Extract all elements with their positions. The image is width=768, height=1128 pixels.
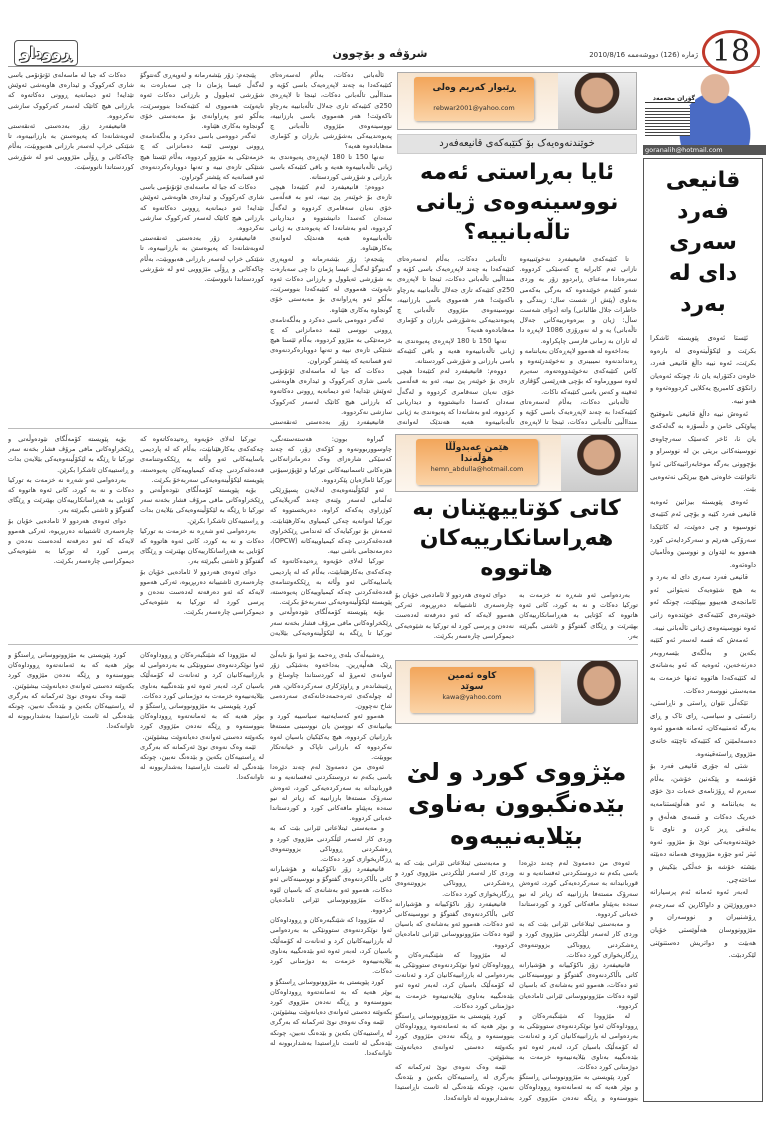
paragraph: دوای ئەوەی هەردوو لا ئامادەیی خۆیان بۆ چارەسەری ئاشتییانە دەربڕیوە، ئەرکی هەموو لایەکە کە ئەو دەرفەتە لەدەست نەدەن و پرسی کورد لە تورکیا بە شێوەیەکی دیموکراسی چارەسەر بکرێت. <box>395 591 514 640</box>
author-email[interactable]: rebwar2001@yahoo.com <box>433 104 515 112</box>
paragraph: ئێستا ئەوەی پێویستە ئاشکرا بکرێت و لێکۆڵینەوەی لە بارەوە بکرێت، ئەوە نییە داڵغ قانیعی فەرد، خاوەن دکتۆرایە یان نا، چونکە ئەوەیان زانکۆی کامبریج یەکلایی کردووەتەوە و هەو نییە. <box>650 334 756 405</box>
paragraph: بۆیە پێویستە کۆمەڵگای نێودەوڵەتی و ڕێکخراوەکانی مافی مرۆڤ فشار بخەنە سەر تورکیا تا ڕێگە بە لێکۆڵینەوەیەکی بێلایەن <box>270 608 392 637</box>
article2-column <box>140 434 264 639</box>
article3-headline: مێژووی کورد و لێ بێدەنگبوون بەناوی بێلایەنییەوە <box>406 758 627 850</box>
paragraph: بۆیە پێویستە کۆمەڵگای نێودەوڵەتی و ڕێکخراوەکانی مافی مرۆڤ فشار بخەنە سەر تورکیا تا ڕێگە بە لێکۆڵینەوەیەکی بێلایەن بدات و ڕاستییەکان ئاشکرا بکرێن. <box>8 435 134 474</box>
paragraph: تەنها 150 تا 180 لاپەڕەی پەیوەندی بە ژیانی تاڵەبانییەوە هەیە و باقی کتێبەکە باسی بارزانی و شۆڕشی کوردستانە. <box>270 152 392 182</box>
paragraph: ئێمە وەک نەوەی نوێ ئەرکمانە کە بەرگری لە ڕاستییەکان بکەین و بێدەنگ نەبین، چونکە بێدەنگی لە ئاست ناڕاستیدا بەشداربوونە لە تاوانەکەدا. <box>8 691 134 731</box>
paragraph: دەکات کە جیا لە ماسەلەی ئۆتۆنۆمی باسی شاری کەرکووک و ئیدارەی هاوبەشی ئەوێش تێدایە! ئەو دیمانەیە ڕوونی دەکاتەوە کە بارزانی هیچ کاتێک لەسەر کەرکووک سازشی نەکردووە. <box>8 71 134 120</box>
paragraph: ئەوەی من دەمەوێ لەم چەند دێڕەدا باسی بکەم نە دروستکردنی ئەفسانەیە و نە قوربانیدانە بە سەرکردەیەکی کورد، ئەوەش سەرۆک مستەفا بارزانییە کە زیاتر لە نیو سەدە بەپێناو مافەکانی کورد و کوردستاندا خەباتی کردووە. <box>270 763 392 823</box>
paragraph: پێنجەم: زۆر بێشەرمانە و لەوپەڕی گەنتوگۆ لەگەڵ عیسا پژمان دا چی سەبارەت بە شۆڕشی ئەیلوول و بارزانی دەکات ئەوە نایەوێت هەمووی لە کتێبەکەدا بنووسرێت، بەڵکو ئەو پەڕاوانەی بۆ مەبەستی خۆی گونجاوە بەکاری هێناوە. <box>140 71 264 131</box>
paragraph: تا کتێبەکەی قانیعیفەرد نەخوێنییەوە نازانی ئەم کابرایە چ کەسێکی کردووە. سەرەتادا مەعنای ڕابردوو زۆر بە وردی شەو کتێبەم خوێندەوە کە بەرگی بەکەمی بەناوی (پێش از شست سال: زیندگی و خاطرات جلال طالبانی) واتە (دوای شەست ساڵ: ژیان و بیرەوەرییەکانی جەلال تاڵەبانی) یە و لە نەورۆزی 1086 لاپەڕە دا لە تاران بە زمانی فارسی چاپکراوە. <box>519 255 637 345</box>
paragraph: ئێمە وەک نەوەی نوێ ئەرکمانە کە بەرگری لە ڕاستییەکان بکەین و بێدەنگ نەبین، چونکە بێدەنگی لە ئاست ناڕاستیدا بەشداربوونە لە تاوانەکەدا. <box>395 1063 514 1102</box>
paragraph: دەکات کە جیا لە ماسەلەی ئۆتۆنۆمی باسی شاری کەرکووک و ئیدارەی هاوبەشی ئەوێش تێدایە! ئەو دیمانەیە ڕوونی دەکاتەوە کە بارزانی هیچ کاتێک لەسەر کەرکووک سازشی نەکردووە. <box>140 183 264 233</box>
paragraph: لە مێژوودا کە شێنگبەرەکان و ڕووداوەکان ئەوا نوێکردنەوەی ستوونێکی بە بەردەوامی لە بارزانییەکانیان کرد و ئەنانەت لە کۆمەڵێک باسیان کرد، لەبەر ئەوە ئەو بێدەنگییە بەناوی بێلایەنییەوە خزمەت بە دوژمنانی کورد دەکات. <box>270 916 392 976</box>
author-photo <box>561 661 637 723</box>
paragraph: بەداخەوە لە هەموو لاپەڕەکان بەیاننامە و ڕەنداندنەوە نمیبینری و نەخوێندرێنەوە و کاس کتێبەکەی نەخوێندووەتەوە، سەیرم لەوە سووڕماوە کە بۆچی هەڕێسی گۆڤاری ئەقینە و کەس باسی کتێبەکە ناکات. <box>519 346 637 396</box>
author-name: هێمن عەبدوڵڵا <box>445 443 509 453</box>
article3-column <box>140 650 264 1102</box>
paragraph: و مەبەستی ئیتلاعاتی ئێرانی بێت کە بە وردی کار لەسەر لێڵکردنی مێژووی کورد و ڕەشکردنی ڕووناکی بزووتنەوەی ڕزگاریخوازی کورد دەکات. <box>395 859 514 898</box>
paragraph: تەنها 150 تا 180 لاپەڕەی پەیوەندی بە ژیانی تاڵەبانییەوە هەیە و باقی کتێبەکە باسی بارزانی و شۆڕشی کوردستانە. <box>397 336 515 366</box>
paragraph: گیراوە بوون: ھەستەستەنگی، چاوسووربوونەوە و کۆکەی زۆر، کە چەند کەسێکی شارەزای وەک دەرمانزانەکانی هێزەکانی ئاسمانییەکانی تورکیا و ئۆپۆزسیۆنی تورکیا ئاماژەیان پێکردووە. <box>270 435 392 484</box>
article1-author-box <box>397 72 637 130</box>
paragraph: لە مێژوودا کە شێنگبەرەکان و ڕووداوەکان ئەوا نوێکردنەوەی ستوونێکی بە بەردەوامی لە بارزانییەکانیان کرد و ئەنانەت لە کۆمەڵێک باسیان کرد، لەبەر ئەوە ئەو بێدەنگییە بەناوی بێلایەنییەوە خزمەت بە دوژمنانی کورد دەکات. <box>395 950 514 1010</box>
paragraph: ئاڵەبانی دەکات، بەڵام لەسەرەتای کتێبەکەدا بە چەند لاپەڕەیەک باسی کۆیە و مندااڵیی تاڵەبانی دەکات، ئینجا تا لاپەڕەی <box>519 397 637 426</box>
paragraph: ئەوەش نییە داڵغ قانیعی ناموفتیخ پیاوێکی خامن و دڵسۆزە بە گەلەکەی یان نا، ئاخر کەسێک سەرچاوەی نووسینەکانی بریتی بن لە نووسراو و بۆچوونی بەرگە موخابەراتییەکانی ئەوا ناتوانێت خاوەنی هیچ بیرێکی نەتەوەیی بێت. <box>650 409 756 494</box>
article3-column <box>519 858 638 1102</box>
header-divider <box>8 66 760 67</box>
author-email[interactable]: kawa@yahoo.com <box>442 693 502 701</box>
newspaper-logo[interactable]: ڕووداو <box>14 40 78 66</box>
paragraph: ڕەشبەڵەک بلەی ڕەحمە بۆ ئەوا بۆ نابەڵێ ڕێک هەڵپەڕین. بەداخەوە بەشێکی زۆر لەوانەی ئەمڕۆ لە کوردستاندا چاوساغ و ڕێنیشاندەر و ڕاوێژکاری سەرکردەکانن، هەر لە چولەکەی ئەرەحمەدخانەکەی سەردەمی شاخ نەچوون. <box>270 651 392 711</box>
article3-main <box>395 756 638 1102</box>
paragraph: پێنجەم: زۆر بێشەرمانە و لەوپەڕی گەنتوگۆ لەگەڵ عیسا پژمان دا چی سەبارەت بە شۆڕشی ئەیلوول و بارزانی دەکات ئەوە نایەوێت هەمووی لە کتێبەکەدا بنووسرێت، بەڵکو ئەو پەڕاوانەی بۆ مەبەستی خۆی گونجاوە بەکاری هێناوە. <box>270 254 392 314</box>
article3-column <box>395 858 514 1102</box>
article1-column <box>140 70 264 426</box>
paragraph: بەردەوامی ئەو شەڕە نە خزمەت بە تورکیا دەکات و نە بە کورد، کاتی ئەوە هاتووە کە کۆتایی بە هەڕاسانکارییەکان بهێنرێت و ڕێگای گفتوگۆ و ئاشتی بگیرێتە بەر. <box>8 475 134 515</box>
paragraph: بۆیە پێویستە کۆمەڵگای نێودەوڵەتی و ڕێکخراوەکانی مافی مرۆڤ فشار بخەنە سەر تورکیا تا ڕێگە بە لێکۆڵینەوەیەکی بێلایەن بدات و ڕاستییەکان ئاشکرا بکرێن. <box>140 486 264 525</box>
paragraph: بەردەوامی ئەو شەڕە نە خزمەت بە تورکیا دەکات و نە بە کورد، کاتی ئەوە هاتووە کە کۆتایی بە هەڕاسانکارییەکان بهێنرێت و ڕێگای گفتوگۆ و ئاشتی بگیرێتە بەر. <box>519 591 638 640</box>
paragraph: تورکیا لەلای خۆیەوە ڕەتیدەکاتەوە کە چەکەکەی بەکارهێنابێت، بەڵام کە لە پاردیمی یاساییەکانی ئەو وڵاتە بە ڕێککەوتننامەی قەدەغەکردنی چەکە کیمیاوییەکان پەیوەستە، پێویستە لێکۆڵینەوەیەکی سەربەخۆ بکرێت. <box>140 435 264 484</box>
paragraph: ئاڵەبانی دەکات، بەڵام لەسەرەتای کتێبەکەدا بە چەند لاپەڕەیەک باسی کۆیە و مندااڵیی تاڵەبانی دەکات، ئینجا تا لاپەڕەی 250ی کتێبەکە تاری جەلال تاڵەبانییە بەرچاو ناکەوێت! هەر هەمووی باسی بارزانییە، نووسینەوەی مێژووی تاڵەبانی چ پەیوەندییەکی بەشۆڕشی بارزان و کۆماری مەهابادەوە هەیە؟ <box>270 71 392 151</box>
article1-column <box>520 254 638 426</box>
paragraph: لەبەر ئەوە ئەمانە ئەم پرسیارانە دەورووژێنن و داواکارین کە سەرجەم ڕۆشنبیران و نووسەران و مێژوونووسان هەڵوێستی خۆیان هەبێت و دواتریش دەستنوێنی لێکردبێت. <box>650 888 756 960</box>
paragraph: هەموو ئەو کەسایەتییە سیاسییە کورد و بیانییانەی کە نووسن یان نووسینی مستەفا بارزانیان کردووە، هیچ یەکێکیان باسیان لەوە نەکردووە کە بارزانی ناپاک و خیانەتکار بووبێت. <box>270 712 392 762</box>
paragraph: ئەو لێکۆڵینەوەیەی لەلایەن پسپۆڕێکی ئەڵمانی لەسەر وێنەی چەند گەریلایەکی کوژراوی پەکەکە کراوە، دەریخستووە کە تورکیا لەوانەیە چەکی کیمیاوی بەکارهێنابێت. ئەمەش بۆ تورکیایەک کە ئەندامی ڕێکخراوی قەدەغەکردنی چەکە کیمیاوییەکانە (OPCW)، دەرمەنجامی باشی نییە. <box>270 486 392 556</box>
article2-author-box <box>395 434 638 492</box>
paragraph: لە مێژوودا کە شێنگبەرەکان و ڕووداوەکان ئەوا نوێکردنەوەی ستوونێکی بە بەردەوامی لە بارزانییەکانیان کرد و ئەنانەت لە کۆمەڵێک باسیان کرد، لەبەر ئەوە ئەو بێدەنگییە بەناوی بێلایەنییەوە خزمەت بە دوژمنانی کورد دەکات. <box>140 651 264 700</box>
divider <box>8 644 638 645</box>
divider <box>8 428 638 429</box>
article1-main <box>397 158 637 426</box>
author-name: کاوە ئەمین <box>447 671 497 681</box>
columnist-email: goranalih@hotmail.com <box>643 145 766 155</box>
columnist-headline: قانیعی فەرد سەری دای لە بەرد <box>665 168 741 317</box>
paragraph: کورد پێویستی بە مێژوونووسانی ڕاستگۆ و بوێر هەیە کە بە ئەمانەتەوە ڕووداوەکان بنووسنەوە و ڕێگە نەدەن مێژووی کورد <box>519 1073 638 1102</box>
section-title: شرۆڤە و بۆچوون <box>332 47 428 60</box>
paragraph: دووەم: قانیعیفەرد لەم کتێبەدا هیچی تازەی بۆ خوێنەر پێ نییە، ئەو بە قەڵەمی خۆی نەیان سەقامری کردووە و لەگەڵ سەدان کەسدا دانیشتووە و دیداریانی کردووە، لەو بەشانەدا کە پەیوەندی بە ژیانی تاڵەبانییەوە هەیە هەندێک لەوانەی بەکارهێناوە. <box>270 183 392 253</box>
author-photo <box>561 435 637 491</box>
paragraph: شتی لە جۆری قانیعی فەرد بۆ قۆشمە و پێکەنین خۆشن، بەڵام سەیرم لە ڕۆژنامەی خەبات دێ خۆی بە بەیاننامە و ئەو هەڵوێستنامەیە خەریک دەکات و قسەی هەڵەق و بەلەقی ڕیز کردن و ناوی نا خوێندنەوەیەکی نوێ بۆ مێژوو، ئەوە ئیتر ئەو جۆرە مێژووەی هەمانە دەبێتە بێشتە خۆشە بۆ خەڵکی بێکیش و ساختەچی. <box>650 762 756 884</box>
paragraph: ئێمە وەک نەوەی نوێ ئەرکمانە کە بەرگری لە ڕاستییەکان بکەین و بێدەنگ نەبین، چونکە بێدەنگی لە ئاست ناڕاستیدا بەشداربوونە لە تاوانەکەدا. <box>140 742 264 782</box>
paragraph: کورد پێویستی بە مێژوونووسانی ڕاستگۆ و بوێر هەیە کە بە ئەمانەتەوە ڕووداوەکان بنووسنەوە و ڕێگە نەدەن مێژووی کورد بکەوێتە دەستی ئەوانەی دەیانەوێت بیشێوێنن. <box>8 651 134 690</box>
columnist-name: گۆران محەمەد <box>645 95 695 103</box>
paragraph: ئەوەی پێویستە بیزانین ئەوەیە قانیعی فەرد کێیە و بۆچی ئەم کتێبەی نووسیوە و چی دەوێت، لە کاتێکدا سەرۆکی هەرێم و سەرکردایەتی کورد هەموو بە لێدوان و نووسین وەڵامیان داوەتەوە. <box>650 497 756 569</box>
article3-columns <box>395 858 638 1102</box>
issue-info: ژمارە (126) دووشەممە 2010/8/16 <box>589 51 698 59</box>
article1-column <box>8 70 134 426</box>
columnist-box <box>643 158 763 1102</box>
paragraph: کورد پێویستی بە مێژوونووسانی ڕاستگۆ و بوێر هەیە کە بە ئەمانەتەوە ڕووداوەکان بنووسنەوە و ڕێگە نەدەن مێژووی کورد بکەوێتە دەستی ئەوانەی دەیانەوێت بیشێوێنن. <box>395 1012 514 1061</box>
paragraph: تێکەڵی نێوان ڕاستی و ناڕاستی، زانستی و سیاسی، ڕای تاک و ڕای بەرگە ئەمنییەکان، ئەمانە هەموو ئەوە دەسەلمێنن کە کتێبەکە ناچێتە خانەی مێژووی ڕاستەقینەوە. <box>650 699 756 758</box>
article3-author-box <box>395 660 638 724</box>
paragraph: دەکات کە جیا لە ماسەلەی ئۆتۆنۆمی باسی شاری کەرکووک و ئیدارەی هاوبەشی ئەوێش تێدایە! ئەو دیمانەیە ڕوونی دەکاتەوە کە بارزانی هیچ کاتێک لەسەر کەرکووک سازشی نەکردووە. <box>270 366 392 416</box>
article1-columns <box>397 254 637 426</box>
paragraph: قانیعی فەرد سەری دای لە بەرد و بە هیچ شێوەیەک نەیتوانی ئەو ئامانجەی هەیبوو بیپێکێت، چونکە ئەو خوێنەرەی کتێبەکەی خوێندەوە زانی ئەوە نووسینەوەی ژیانی تاڵەبانی نییە. <box>650 573 756 632</box>
paragraph: ئاڵەبانی دەکات، بەڵام لەسەرەتای کتێبەکەدا بە چەند لاپەڕەیەک باسی کۆیە و مندااڵیی تاڵەبانی دەکات، ئینجا تا لاپەڕەی 250ی کتێبەکە تاری جەلال تاڵەبانییە بەرچاو ناکەوێت! هەر هەمووی باسی بارزانییە، نووسینەوەی مێژووی تاڵەبانی چ پەیوەندییەکی بەشۆڕشی بارزان و کۆماری مەهابادەوە هەیە؟ <box>397 255 515 335</box>
paragraph: لە مێژوودا کە شێنگبەرەکان و ڕووداوەکان ئەوا نوێکردنەوەی ستوونێکی بە بەردەوامی لە بارزانییەکانیان کرد و ئەنانەت لە کۆمەڵێک باسیان کرد، لەبەر ئەوە ئەو بێدەنگییە بەناوی بێلایەنییەوە خزمەت بە دوژمنانی کورد دەکات. <box>519 1012 638 1072</box>
article2-column <box>519 590 638 640</box>
article3-column <box>270 650 392 1102</box>
article2-column <box>395 590 514 640</box>
paragraph: قانیعیفەرد زۆر ناکۆکییانە و هۆشیارانە کاتی باڵاکردنەوەی گفتوگۆ و نووسینەکانی ئەو دەکات، هەموو ئەو بەشانەی کە باسیان لێوە دەکات مێژوونووسانی ئێرانی ئامادەیان کردووە. <box>395 899 514 949</box>
paragraph: قانیعیفەرد زۆر بەدەستی ئەنقەستی لەوبەشانەدا کە پەیوەستن بە بارزانییەوە، تا شێتکی خراپ لەسەر بارزانی هەبووبێت، بەڵام چاکەکانی و ڕۆڵی مێژوویی ئەو لە شۆڕشی کوردستاندا نانووسێت. <box>140 234 264 284</box>
author-location: سوێد <box>460 682 484 692</box>
paragraph: قانیعیفەرد زۆر ناکۆکییانە و هۆشیارانە کاتی باڵاکردنەوەی گفتوگۆ و نووسینەکانی ئەو دەکات، هەموو ئەو بەشانەی کە باسیان لێوە دەکات مێژوونووسانی ئێرانی ئامادەیان کردووە. <box>270 865 392 915</box>
article2-main <box>395 494 638 640</box>
paragraph: بەردەوامی ئەو شەڕە نە خزمەت بە تورکیا دەکات و نە بە کورد، کاتی ئەوە هاتووە کە کۆتایی بە هەڕاسانکارییەکان بهێنرێت و ڕێگای گفتوگۆ و ئاشتی بگیرێتە بەر. <box>140 526 264 566</box>
paragraph: ئەوەی من دەمەوێ لەم چەند دێڕەدا باسی بکەم نە دروستکردنی ئەفسانەیە و نە قوربانیدانە بە سەرکردەیەکی کورد، ئەوەش سەرۆک مستەفا بارزانییە کە زیاتر لە نیو سەدە بەپێناو مافەکانی کورد و کوردستاندا خەباتی کردووە. <box>519 859 638 919</box>
paragraph: تورکیا لەلای خۆیەوە ڕەتیدەکاتەوە کە چەکەکەی بەکارهێنابێت، بەڵام کە لە پاردیمی یاساییەکانی ئەو وڵاتە بە ڕێککەوتننامەی قەدەغەکردنی چەکە کیمیاوییەکان پەیوەستە، پێویستە لێکۆڵینەوەیەکی سەربەخۆ بکرێت. <box>270 557 392 607</box>
article2-columns <box>395 590 638 640</box>
article1-kicker: خوێندنەوەیەک بۆ کتێبەکەی قانیعەفەرد <box>397 134 637 154</box>
name-stripes <box>645 106 690 136</box>
article1-headline: ئایا بەڕاستی ئەمە نووسینەوەی ژیانی تاڵەبانییە؟ <box>415 160 619 245</box>
paragraph: قانیعیفەرد زۆر بەدەستی ئەنقەستی <box>270 417 384 426</box>
article2-column <box>8 434 134 639</box>
author-name: ڕێبوار کەریم وەلی <box>432 83 516 93</box>
paragraph: ئەمەش کە قسە لەسەر ئەو کتێبە بکەین و بەڵگەی بێسەروبەر دەرنەخەین، ئەوەیە کە ئەو بەشانەی لە کتێبەکەدا هاتووە تەنها خزمەت بە مەبەستی نووسەر دەکات. <box>650 636 756 695</box>
paragraph: قانیعیفەرد زۆر بەدەستی ئەنقەستی لەوبەشانەدا کە پەیوەستن بە بارزانییەوە، تا شێتکی خراپ لەسەر بارزانی هەبووبێت، بەڵام چاکەکانی و ڕۆڵی مێژوویی ئەو لە شۆڕشی کوردستاندا نانووسێت. <box>8 122 134 171</box>
paragraph: کورد پێویستی بە مێژوونووسانی ڕاستگۆ و بوێر هەیە کە بە ئەمانەتەوە ڕووداوەکان بنووسنەوە و ڕێگە نەدەن مێژووی کورد بکەوێتە دەستی ئەوانەی دەیانەوێت بیشێوێنن. <box>270 977 392 1017</box>
paragraph: دوای ئەوەی هەردوو لا ئامادەیی خۆیان بۆ چارەسەری ئاشتییانە دەربڕیوە، ئەرکی هەموو لایەکە کە ئەو دەرفەتە لەدەست نەدەن و پرسی کورد لە تورکیا بە شێوەیەکی دیموکراسی چارەسەر بکرێت. <box>140 567 264 617</box>
article1-column <box>397 254 515 426</box>
paragraph: کورد پێویستی بە مێژوونووسانی ڕاستگۆ و بوێر هەیە کە بە ئەمانەتەوە ڕووداوەکان بنووسنەوە و ڕێگە نەدەن مێژووی کورد بکەوێتە دەستی ئەوانەی دەیانەوێت بیشێوێنن. <box>140 702 264 741</box>
paragraph: ئێمە وەک نەوەی نوێ ئەرکمانە کە بەرگری لە ڕاستییەکان بکەین و بێدەنگ نەبین، چونکە بێدەنگی لە ئاست ناڕاستیدا بەشداربوونە لە تاوانەکەدا. <box>270 1018 392 1057</box>
paragraph: دوای ئەوەی هەردوو لا ئامادەیی خۆیان بۆ چارەسەری ئاشتییانە دەربڕیوە، ئەرکی هەموو لایەکە کە ئەو دەرفەتە لەدەست نەدەن و پرسی کورد لە تورکیا بە شێوەیەکی دیموکراسی چارەسەر بکرێت. <box>8 516 134 566</box>
author-photo <box>558 73 636 129</box>
author-location: هۆڵەندا <box>460 454 494 464</box>
article1-column <box>270 70 392 426</box>
columnist-body <box>650 332 756 1093</box>
paragraph: و مەبەستی ئیتلاعاتی ئێرانی بێت کە بە وردی کار لەسەر لێڵکردنی مێژووی کورد و ڕەشکردنی ڕووناکی بزووتنەوەی ڕزگاریخوازی کورد دەکات. <box>270 824 392 864</box>
paragraph: قانیعیفەرد زۆر ناکۆکییانە و هۆشیارانە کاتی باڵاکردنەوەی گفتوگۆ و نووسینەکانی ئەو دەکات، هەموو ئەو بەشانەی کە باسیان لێوە دەکات مێژوونووسانی ئێرانی ئامادەیان کردووە. <box>519 961 638 1010</box>
article2-headline: کاتی کۆتاییهێنان بە هەڕاسانکارییەکان هاتووە <box>412 496 621 581</box>
article2-column <box>270 434 392 639</box>
paragraph: ئەگەر دووەمی باسی دەکرد و بەڵگەنامەی ڕوونی نووسی ئێمە دەمانزانی کە چ خزمەتێکی بە مێژوو کردووە، بەڵام ئێستا هیچ شتێکی تازەی نییە و تەنها دووبارەکردنەوەی ئەو قسانەیە کە پێشتر گوتراون. <box>140 132 264 182</box>
paragraph: ئەگەر دووەمی باسی دەکرد و بەڵگەنامەی ڕوونی نووسی ئێمە دەمانزانی کە چ خزمەتێکی بە مێژوو کردووە، بەڵام ئێستا هیچ شتێکی تازەی نییە و تەنها دووبارەکردنەوەی ئەو قسانەیە کە پێشتر گوتراون. <box>270 315 392 365</box>
author-email[interactable]: hemn_abdulla@hotmail.com <box>430 465 524 473</box>
paragraph: دووەم: قانیعیفەرد لەم کتێبەدا هیچی تازەی بۆ خوێنەر پێ نییە، ئەو بە قەڵەمی خۆی نەیان سەقامری کردووە و لەگەڵ سەدان کەسدا دانیشتووە و دیداریانی کردووە، لەو بەشانەدا کە پەیوەندی بە ژیانی تاڵەبانییەوە هەیە هەندێک لەوانەی <box>397 367 515 426</box>
article3-column <box>8 650 134 1102</box>
page-number: 18 <box>702 30 760 74</box>
paragraph: و مەبەستی ئیتلاعاتی ئێرانی بێت کە بە وردی کار لەسەر لێڵکردنی مێژووی کورد و ڕەشکردنی ڕووناکی بزووتنەوەی ڕزگاریخوازی کورد دەکات. <box>519 920 638 959</box>
